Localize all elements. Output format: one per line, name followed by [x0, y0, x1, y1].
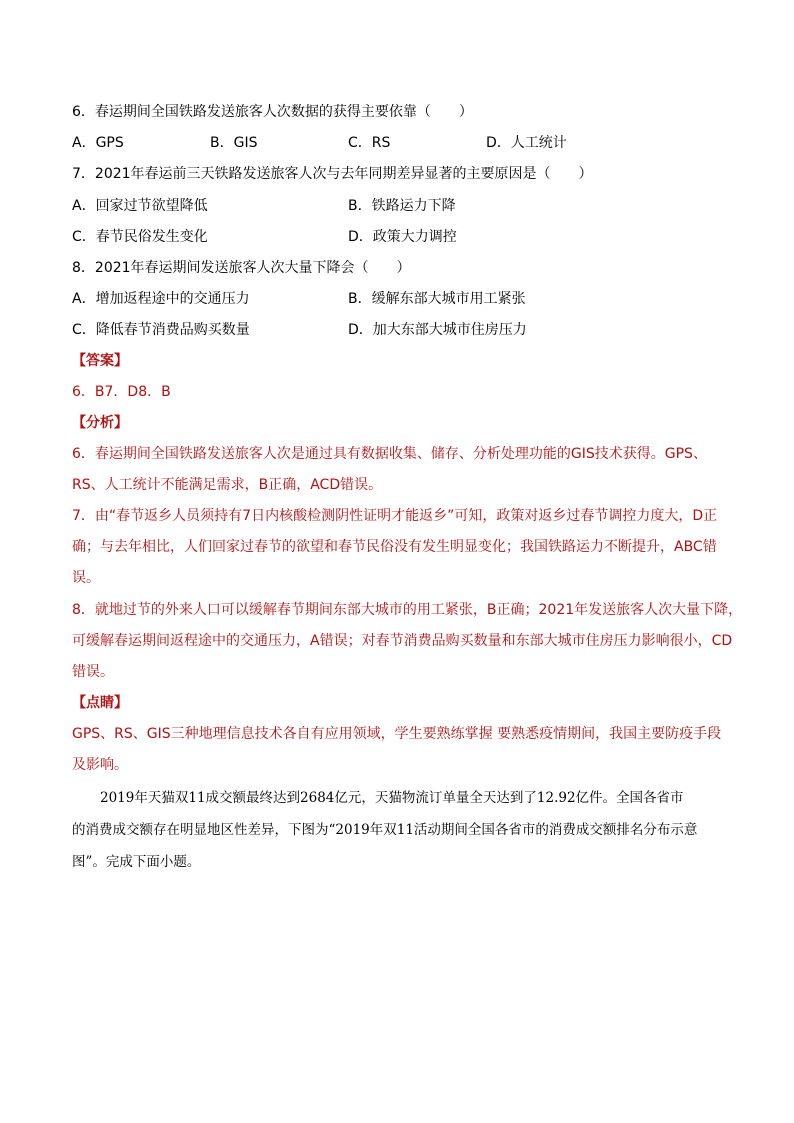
q6-option-a: A．GPS: [72, 135, 124, 151]
analysis-7-line-2: 确；与去年相比，人们回家过春节的欲望和春节民俗没有发生明显变化；我国铁路运力不断提升，ABC错: [72, 539, 717, 555]
analysis-7-line-3: 误。: [72, 570, 100, 586]
q7-option-b: B．铁路运力下降: [348, 198, 456, 214]
question-6-stem: 6．春运期间全国铁路发送旅客人次数据的获得主要依靠（ ）: [72, 104, 473, 120]
q7-option-c: C．春节民俗发生变化: [72, 229, 208, 245]
q7-option-a: A．回家过节欲望降低: [72, 198, 208, 214]
analysis-8-line-3: 错误。: [72, 664, 114, 680]
q8-option-d: D．加大东部大城市住房压力: [348, 322, 527, 338]
q6-option-b: B．GIS: [210, 135, 258, 151]
q8-option-b: B．缓解东部大城市用工紧张: [348, 291, 526, 307]
analysis-8-line-1: 8．就地过节的外来人口可以缓解春节期间东部大城市的用工紧张，B正确；2021年发送旅客人次大量下降，: [72, 602, 743, 618]
analysis-6-line-1: 6．春运期间全国铁路发送旅客人次是通过具有数据收集、储存、分析处理功能的GIS技术获得。GPS、: [72, 446, 707, 462]
highlight-line-1: GPS、RS、GIS三种地理信息技术各自有应用领域，学生要熟练掌握 要熟悉疫情期间，我国主要防疫手段: [72, 726, 722, 742]
analysis-7-line-1: 7．由“春节返乡人员须持有7日内核酸检测阴性证明才能返乡”可知，政策对返乡过春节调控力度大，D正: [72, 508, 718, 524]
intro-line-2: 的消费成交额存在明显地区性差异，下图为“2019年双11活动期间全国各省市的消费成交额排名分布示意: [72, 822, 698, 838]
analysis-6-line-2: RS、人工统计不能满足需求，B正确，ACD错误。: [72, 477, 383, 493]
q8-option-c: C．降低春节消费品购买数量: [72, 322, 250, 338]
q6-option-c: C．RS: [348, 135, 391, 151]
q8-option-a: A．增加返程途中的交通压力: [72, 291, 250, 307]
answer-label: 【答案】: [72, 353, 128, 369]
q7-option-d: D．政策大力调控: [348, 229, 457, 245]
analysis-label: 【分析】: [72, 415, 128, 431]
question-8-stem: 8．2021年春运期间发送旅客人次大量下降会（ ）: [72, 260, 411, 276]
highlight-line-2: 及影响。: [72, 757, 128, 773]
intro-line-3: 图”。完成下面小题。: [72, 854, 201, 870]
highlight-label: 【点睛】: [72, 695, 128, 711]
analysis-8-line-2: 可缓解春运期间返程途中的交通压力，A错误；对春节消费品购买数量和东部大城市住房压力影响很小，CD: [72, 633, 733, 649]
question-7-stem: 7．2021年春运前三天铁路发送旅客人次与去年同期差异显著的主要原因是（ ）: [72, 166, 593, 182]
intro-line-1: 2019年天猫双11成交额最终达到2684亿元，天猫物流订单量全天达到了12.92亿件。全国各省市: [100, 790, 684, 806]
q6-option-d: D．人工统计: [486, 135, 567, 151]
answer-text: 6．B7．D8．B: [72, 384, 171, 400]
